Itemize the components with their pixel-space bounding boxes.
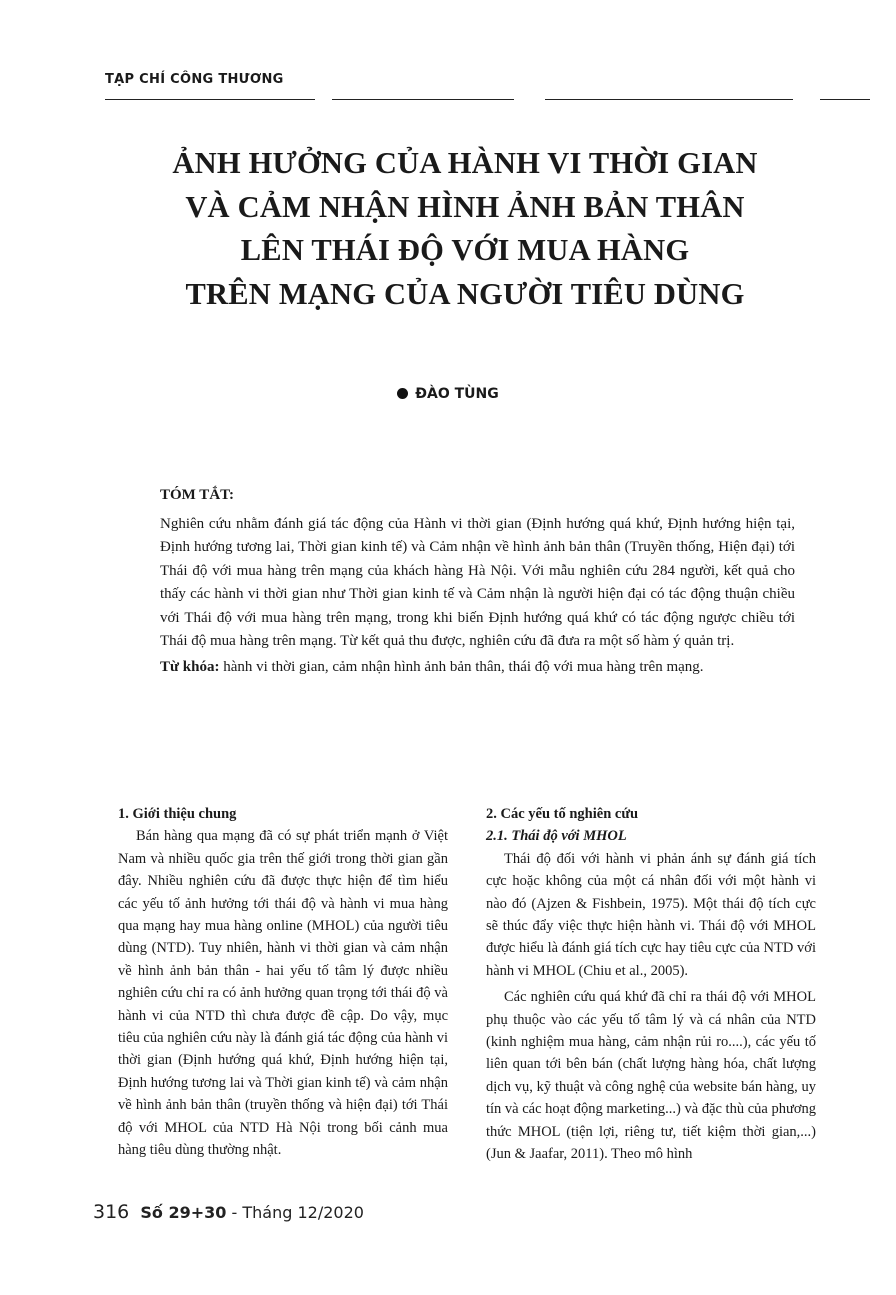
- title-line: ẢNH HƯỞNG CỦA HÀNH VI THỜI GIAN: [172, 146, 758, 180]
- header-rule-1: [105, 99, 315, 100]
- section-heading: 2. Các yếu tố nghiên cứu: [486, 806, 639, 822]
- issue-date: Tháng 12/2020: [242, 1203, 364, 1222]
- author-line: [0, 386, 896, 402]
- page-number: 316: [93, 1201, 130, 1223]
- subsection-heading: 2.1. Thái độ với MHOL: [486, 828, 627, 845]
- author-name: ĐÀO TÙNG: [415, 386, 499, 402]
- paragraph: Thái độ đối với hành vi phản ánh sự đánh giá tích cực hoặc không của một cá nhân đối với một hành vi nào đó (Ajzen & Fishbein, 1975). Một thái độ tích cực sẽ thúc đẩy việc thực hiện hành vi. Thái độ với MHOL được hiểu là đánh giá tích cực hay tiêu cực của NTD với hành vi MHOL (Chiu et al., 2005).: [486, 850, 816, 979]
- article-title: [100, 142, 830, 316]
- abstract-heading: TÓM TẮT:: [160, 487, 235, 503]
- title-line: VÀ CẢM NHẬN HÌNH ẢNH BẢN THÂN: [185, 189, 745, 224]
- keywords-label: Từ khóa:: [160, 658, 220, 675]
- paragraph: Bán hàng qua mạng đã có sự phát triển mạnh ở Việt Nam và nhiều quốc gia trên thế giới trong thời gian gần đây. Nhiều nghiên cứu đã được thực hiện để tìm hiểu các yếu tố ảnh hưởng tới thái độ và hành vi mua hàng qua mạng hay mua hàng online (MHOL) của người tiêu dùng (NTD). Tuy nhiên, hành vi thời gian và cảm nhận về hình ảnh bản thân - hai yếu tố tâm lý được nhiều nghiên cứu chỉ ra có ảnh hưởng quan trọng tới thái độ và hành vi của NTD thì chưa được đề cập. Do vậy, mục tiêu của nghiên cứu này là đánh giá tác động của hành vi thời gian (Định hướng quá khứ, Định hướng hiện tại, Định hướng tương lai và Thời gian kinh tế) và cảm nhận về hình ảnh bản thân (truyền thống và hiện đại) tới Thái độ với MHOL của NTD Hà Nội trong bối cảnh mua hàng tiêu dùng thường nhật.: [118, 828, 448, 1159]
- header-rule-2: [332, 99, 514, 100]
- abstract-body: Nghiên cứu nhằm đánh giá tác động của Hành vi thời gian (Định hướng quá khứ, Định hướng hiện tại, Định hướng tương lai, Thời gian kinh tế) và Cảm nhận về hình ảnh bản thân (Truyền thống, Hiện đại) tới Thái độ với mua hàng trên mạng của khách hàng Hà Nội. Với mẫu nghiên cứu 284 người, kết quả cho thấy các hành vi thời gian như Thời gian kinh tế và Cảm nhận là người hiện đại có tác động thuận chiều với Thái độ với mua hàng trên mạng, trong khi biến Định hướng quá khứ có tác động ngược chiều tới Thái độ mua hàng trên mạng. Từ kết quả thu được, nghiên cứu đã đưa ra một số hàm ý quản trị.: [160, 515, 795, 649]
- page-footer: [93, 1201, 364, 1223]
- paragraph: Các nghiên cứu quá khứ đã chỉ ra thái độ với MHOL phụ thuộc vào các yếu tố tâm lý và cá nhân của NTD (kinh nghiệm mua hàng, cảm nhận rủi ro....), các yếu tố liên quan tới bên bán (chất lượng hàng hóa, chất lượng dịch vụ, kỹ thuật và công nghệ của website bán hàng, uy tín và các hoạt động marketing...) và đặc thù của phương thức MHOL (tiện lợi, riêng tư, tiết kiệm thời gian,...) (Jun & Jaafar, 2011). Theo mô hình: [486, 989, 816, 1163]
- header-rule-3: [545, 99, 793, 100]
- abstract-block: [160, 484, 795, 679]
- footer-separator: -: [231, 1203, 238, 1222]
- section-heading: 1. Giới thiệu chung: [118, 806, 237, 822]
- bullet-icon: [397, 388, 408, 399]
- header-rule-4: [820, 99, 870, 100]
- title-line: TRÊN MẠNG CỦA NGƯỜI TIÊU DÙNG: [185, 276, 745, 311]
- keywords-text: hành vi thời gian, cảm nhận hình ảnh bản thân, thái độ với mua hàng trên mạng.: [223, 658, 704, 675]
- title-line: LÊN THÁI ĐỘ VỚI MUA HÀNG: [240, 233, 690, 267]
- issue-number: Số 29+30: [140, 1203, 227, 1222]
- journal-name: TẠP CHÍ CÔNG THƯƠNG: [105, 72, 284, 87]
- right-column: [486, 803, 816, 1170]
- keywords: [160, 656, 795, 680]
- left-column: [118, 803, 448, 1166]
